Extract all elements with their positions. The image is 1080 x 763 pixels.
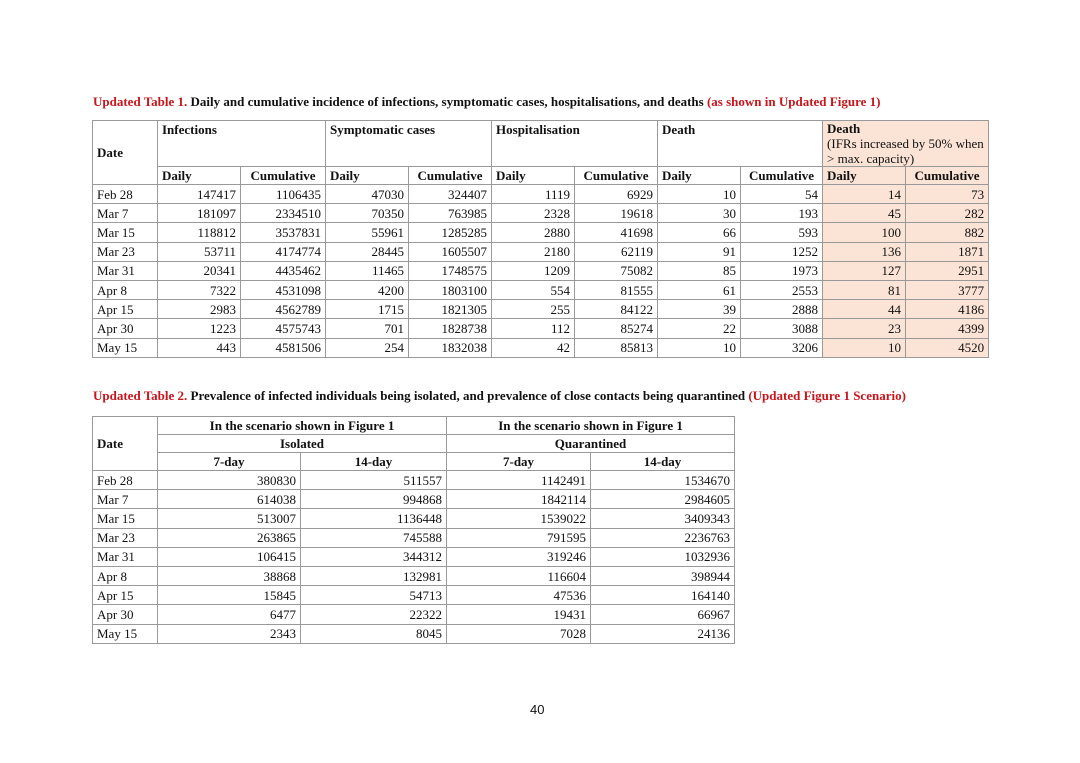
value-cell: 4531098 [241, 280, 326, 299]
table-row [93, 471, 735, 490]
value-cell: 1605507 [409, 242, 492, 261]
header-cumulative: Cumulative [741, 167, 823, 185]
value-cell: 22 [658, 319, 741, 338]
value-cell: 255 [492, 300, 575, 319]
value-cell: 324407 [409, 185, 492, 204]
value-cell: 2236763 [591, 528, 735, 547]
table2 [92, 416, 735, 644]
value-cell: 3537831 [241, 223, 326, 242]
value-cell: 100 [823, 223, 906, 242]
header-symptomatic: Symptomatic cases [326, 121, 492, 167]
value-cell: 14 [823, 185, 906, 204]
date-cell: Apr 30 [93, 319, 158, 338]
value-cell: 6477 [158, 605, 301, 624]
date-cell: Feb 28 [93, 471, 158, 490]
table1 [92, 120, 989, 358]
value-cell: 1821305 [409, 300, 492, 319]
table-row [93, 490, 735, 509]
value-cell: 75082 [575, 261, 658, 280]
value-cell: 73 [906, 185, 989, 204]
value-cell: 7028 [447, 624, 591, 643]
header-cumulative: Cumulative [906, 167, 989, 185]
value-cell: 24136 [591, 624, 735, 643]
value-cell: 344312 [301, 547, 447, 566]
value-cell: 30 [658, 204, 741, 223]
value-cell: 132981 [301, 566, 447, 585]
header-quarantined-7day: 7-day [447, 453, 591, 471]
value-cell: 53711 [158, 242, 241, 261]
value-cell: 1285285 [409, 223, 492, 242]
value-cell: 1973 [741, 261, 823, 280]
date-cell: Apr 8 [93, 280, 158, 299]
date-cell: May 15 [93, 624, 158, 643]
header-isolated-14day: 14-day [301, 453, 447, 471]
value-cell: 23 [823, 319, 906, 338]
value-cell: 3088 [741, 319, 823, 338]
header-hospitalisation: Hospitalisation [492, 121, 658, 167]
value-cell: 19431 [447, 605, 591, 624]
header-daily: Daily [823, 167, 906, 185]
value-cell: 91 [658, 242, 741, 261]
date-cell: Mar 7 [93, 204, 158, 223]
value-cell: 614038 [158, 490, 301, 509]
value-cell: 1871 [906, 242, 989, 261]
value-cell: 745588 [301, 528, 447, 547]
value-cell: 10 [658, 185, 741, 204]
value-cell: 994868 [301, 490, 447, 509]
value-cell: 22322 [301, 605, 447, 624]
value-cell: 61 [658, 280, 741, 299]
value-cell: 2180 [492, 242, 575, 261]
value-cell: 2334510 [241, 204, 326, 223]
header-date: Date [93, 417, 158, 471]
header-isolated: Isolated [158, 435, 447, 453]
header-scenario-isolated: In the scenario shown in Figure 1 [158, 417, 447, 435]
value-cell: 1119 [492, 185, 575, 204]
value-cell: 4174774 [241, 242, 326, 261]
table-row [93, 338, 989, 357]
value-cell: 11465 [326, 261, 409, 280]
date-cell: Apr 30 [93, 605, 158, 624]
value-cell: 380830 [158, 471, 301, 490]
value-cell: 55961 [326, 223, 409, 242]
header-infections: Infections [158, 121, 326, 167]
header-daily: Daily [658, 167, 741, 185]
table-row [93, 242, 989, 261]
header-death-ifr: Death (IFRs increased by 50% when > max. capacity) [823, 121, 989, 167]
value-cell: 118812 [158, 223, 241, 242]
value-cell: 1539022 [447, 509, 591, 528]
value-cell: 2343 [158, 624, 301, 643]
header-cumulative: Cumulative [409, 167, 492, 185]
value-cell: 7322 [158, 280, 241, 299]
table-row [93, 586, 735, 605]
value-cell: 1142491 [447, 471, 591, 490]
value-cell: 8045 [301, 624, 447, 643]
value-cell: 1032936 [591, 547, 735, 566]
date-cell: Apr 15 [93, 586, 158, 605]
header-isolated-7day: 7-day [158, 453, 301, 471]
value-cell: 1832038 [409, 338, 492, 357]
value-cell: 106415 [158, 547, 301, 566]
value-cell: 85813 [575, 338, 658, 357]
value-cell: 164140 [591, 586, 735, 605]
date-cell: Mar 15 [93, 509, 158, 528]
date-cell: Mar 31 [93, 547, 158, 566]
header-quarantined-14day: 14-day [591, 453, 735, 471]
value-cell: 511557 [301, 471, 447, 490]
value-cell: 112 [492, 319, 575, 338]
table2-caption: Updated Table 2. Prevalence of infected individuals being isolated, and prevalence of close contacts being quarantined (Updated Figure 1 Scenario) [93, 388, 906, 403]
header-daily: Daily [326, 167, 409, 185]
date-cell: May 15 [93, 338, 158, 357]
value-cell: 1842114 [447, 490, 591, 509]
value-cell: 2880 [492, 223, 575, 242]
table-row [93, 185, 989, 204]
date-cell: Feb 28 [93, 185, 158, 204]
value-cell: 66967 [591, 605, 735, 624]
value-cell: 38868 [158, 566, 301, 585]
table-row [93, 223, 989, 242]
value-cell: 70350 [326, 204, 409, 223]
value-cell: 136 [823, 242, 906, 261]
header-cumulative: Cumulative [241, 167, 326, 185]
value-cell: 181097 [158, 204, 241, 223]
value-cell: 1715 [326, 300, 409, 319]
value-cell: 85 [658, 261, 741, 280]
table-row [93, 280, 989, 299]
value-cell: 4200 [326, 280, 409, 299]
value-cell: 398944 [591, 566, 735, 585]
value-cell: 1803100 [409, 280, 492, 299]
value-cell: 1209 [492, 261, 575, 280]
table-row [93, 204, 989, 223]
value-cell: 81 [823, 280, 906, 299]
value-cell: 1136448 [301, 509, 447, 528]
value-cell: 1252 [741, 242, 823, 261]
value-cell: 147417 [158, 185, 241, 204]
value-cell: 4562789 [241, 300, 326, 319]
value-cell: 85274 [575, 319, 658, 338]
header-cumulative: Cumulative [575, 167, 658, 185]
value-cell: 763985 [409, 204, 492, 223]
header-quarantined: Quarantined [447, 435, 735, 453]
value-cell: 4435462 [241, 261, 326, 280]
value-cell: 20341 [158, 261, 241, 280]
value-cell: 116604 [447, 566, 591, 585]
table-row [93, 319, 989, 338]
header-daily: Daily [158, 167, 241, 185]
date-cell: Apr 8 [93, 566, 158, 585]
value-cell: 1223 [158, 319, 241, 338]
value-cell: 81555 [575, 280, 658, 299]
value-cell: 3409343 [591, 509, 735, 528]
value-cell: 42 [492, 338, 575, 357]
value-cell: 54 [741, 185, 823, 204]
date-cell: Apr 15 [93, 300, 158, 319]
value-cell: 2888 [741, 300, 823, 319]
value-cell: 1748575 [409, 261, 492, 280]
value-cell: 1534670 [591, 471, 735, 490]
value-cell: 319246 [447, 547, 591, 566]
value-cell: 791595 [447, 528, 591, 547]
value-cell: 6929 [575, 185, 658, 204]
value-cell: 4575743 [241, 319, 326, 338]
value-cell: 47030 [326, 185, 409, 204]
value-cell: 443 [158, 338, 241, 357]
value-cell: 45 [823, 204, 906, 223]
date-cell: Mar 31 [93, 261, 158, 280]
value-cell: 66 [658, 223, 741, 242]
value-cell: 513007 [158, 509, 301, 528]
value-cell: 10 [823, 338, 906, 357]
value-cell: 127 [823, 261, 906, 280]
value-cell: 39 [658, 300, 741, 319]
date-cell: Mar 15 [93, 223, 158, 242]
value-cell: 701 [326, 319, 409, 338]
table1-caption: Updated Table 1. Daily and cumulative incidence of infections, symptomatic cases, hospitalisations, and deaths (as shown in Updated Figure 1) [93, 94, 881, 109]
value-cell: 4186 [906, 300, 989, 319]
value-cell: 193 [741, 204, 823, 223]
value-cell: 44 [823, 300, 906, 319]
date-cell: Mar 23 [93, 528, 158, 547]
value-cell: 19618 [575, 204, 658, 223]
value-cell: 882 [906, 223, 989, 242]
value-cell: 47536 [447, 586, 591, 605]
value-cell: 41698 [575, 223, 658, 242]
table-row [93, 509, 735, 528]
value-cell: 3206 [741, 338, 823, 357]
value-cell: 2328 [492, 204, 575, 223]
table-row [93, 566, 735, 585]
value-cell: 2983 [158, 300, 241, 319]
date-cell: Mar 7 [93, 490, 158, 509]
value-cell: 54713 [301, 586, 447, 605]
value-cell: 4581506 [241, 338, 326, 357]
value-cell: 1828738 [409, 319, 492, 338]
value-cell: 2553 [741, 280, 823, 299]
header-date: Date [93, 121, 158, 185]
value-cell: 2951 [906, 261, 989, 280]
value-cell: 1106435 [241, 185, 326, 204]
value-cell: 554 [492, 280, 575, 299]
value-cell: 15845 [158, 586, 301, 605]
value-cell: 282 [906, 204, 989, 223]
value-cell: 2984605 [591, 490, 735, 509]
table-row [93, 605, 735, 624]
value-cell: 593 [741, 223, 823, 242]
value-cell: 254 [326, 338, 409, 357]
value-cell: 263865 [158, 528, 301, 547]
table-row [93, 528, 735, 547]
table-row [93, 624, 735, 643]
value-cell: 4399 [906, 319, 989, 338]
value-cell: 28445 [326, 242, 409, 261]
header-death: Death [658, 121, 823, 167]
header-daily: Daily [492, 167, 575, 185]
value-cell: 3777 [906, 280, 989, 299]
value-cell: 10 [658, 338, 741, 357]
table-row [93, 300, 989, 319]
header-scenario-quarantined: In the scenario shown in Figure 1 [447, 417, 735, 435]
table-row [93, 261, 989, 280]
table-row [93, 547, 735, 566]
date-cell: Mar 23 [93, 242, 158, 261]
page-number: 40 [530, 702, 545, 717]
value-cell: 62119 [575, 242, 658, 261]
value-cell: 4520 [906, 338, 989, 357]
value-cell: 84122 [575, 300, 658, 319]
